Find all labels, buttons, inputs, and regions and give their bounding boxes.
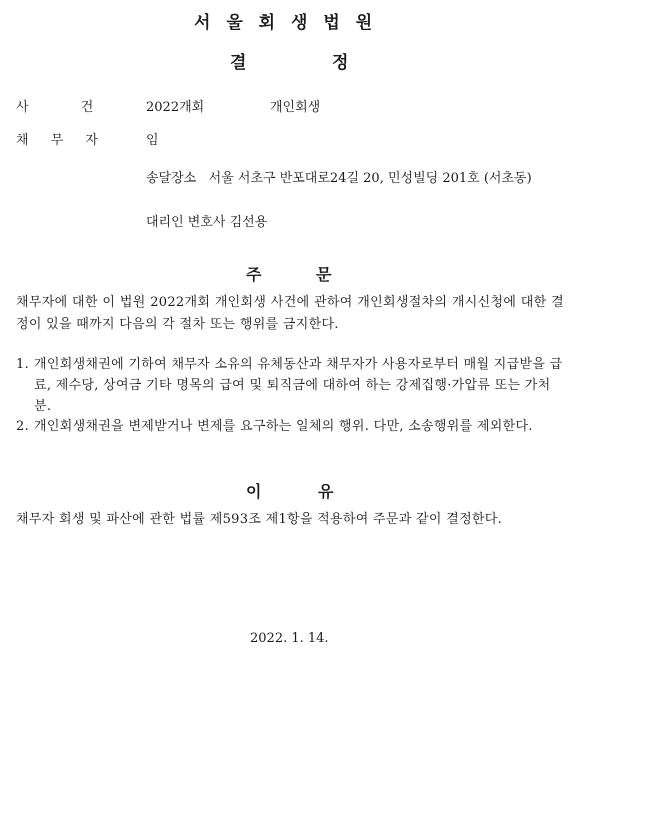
case-number: 2022개회 [146, 100, 205, 115]
debtor-agent: 대리인 변호사 김선용 [146, 215, 268, 230]
order-heading-right: 문 [316, 265, 332, 284]
decision-date: 2022. 1. 14. [250, 631, 329, 646]
case-label: 사 건 [16, 100, 94, 115]
order-item-2-text: 개인회생채권을 변제받거나 변제를 요구하는 일체의 행위. 다만, 소송행위를 제외한다. [34, 419, 533, 434]
order-item-2-num: 2. [16, 419, 30, 434]
case-type: 개인회생 [270, 100, 321, 115]
order-intro: 채무자에 대한 이 법원 2022개회 개인회생 사건에 관하여 개인회생절차의 개시신청에 대한 결정이 있을 때까지 다음의 각 절차 또는 행위를 금지한다. [16, 295, 564, 332]
reason-heading-right: 유 [318, 482, 334, 501]
order-item-1 [16, 354, 564, 417]
debtor-label: 채 무 자 [16, 133, 98, 148]
order-item-1-text: 개인회생채권에 기하여 채무자 소유의 유체동산과 채무자가 사용자로부터 매월 지급받을 급료, 제수당, 상여금 기타 명목의 급여 및 퇴직금에 대하여 하는 강제집행·가압류 또는 가처분. [34, 357, 563, 414]
debtor-address-block [146, 168, 566, 189]
order-item-2 [16, 416, 564, 437]
doc-type-right: 정 [332, 53, 349, 73]
order-heading-left: 주 [246, 265, 262, 284]
order-item-1-num: 1. [16, 357, 30, 372]
address-text: 서울 서초구 반포대로24길 20, 민성빌딩 201호 (서초동) [208, 171, 532, 186]
reason-text: 채무자 회생 및 파산에 관한 법률 제593조 제1항을 적용하여 주문과 같이 결정한다. [16, 512, 503, 527]
reason-heading-left: 이 [246, 482, 262, 501]
doc-type-left: 결 [230, 53, 247, 73]
court-name: 서 울 회 생 법 원 [194, 13, 373, 33]
address-label: 송달장소 [146, 171, 197, 186]
debtor-name: 임 [146, 133, 159, 148]
